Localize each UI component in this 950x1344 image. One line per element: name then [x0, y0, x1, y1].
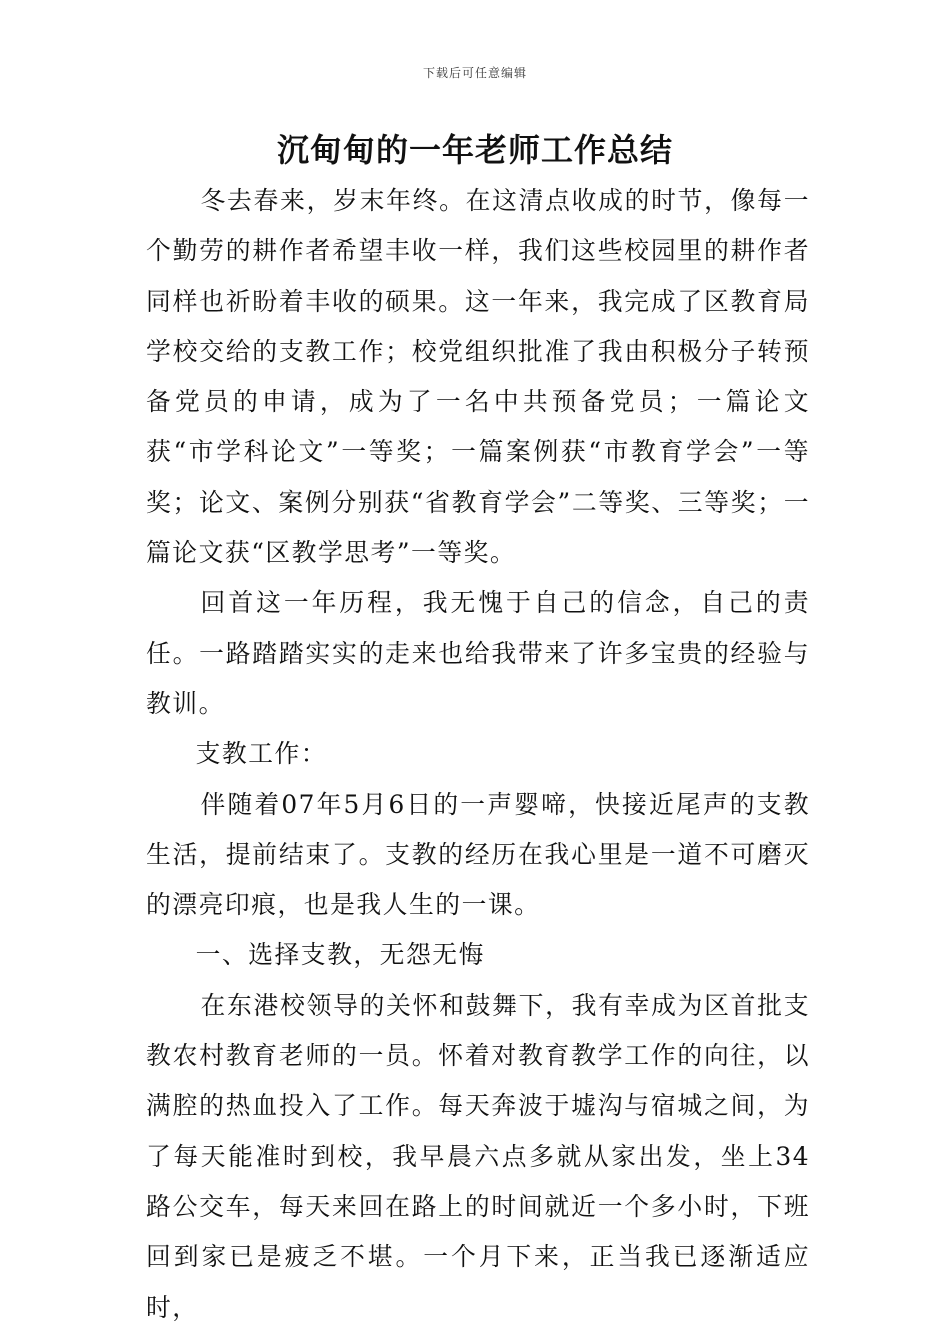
paragraph-support-end: 伴随着07年5月6日的一声婴啼，快接近尾声的支教生活，提前结束了。支教的经历在我心里是一道不可磨灭的漂亮印痕，也是我人生的一课。 — [146, 789, 810, 920]
document-body — [146, 176, 810, 1333]
paragraph-choice: 在东港校领导的关怀和鼓舞下，我有幸成为区首批支教农村教育老师的一员。怀着对教育教学工作的向往，以满腔的热血投入了工作。每天奔波于墟沟与宿城之间，为了每天能准时到校，我早晨六点多就从家出发，坐上34路公交车，每天来回在路上的时间就近一个多小时，下班回到家已是疲乏不堪。一个月下来，正当我已逐渐适应时， — [146, 990, 810, 1322]
header-note: 下载后可任意编辑 — [422, 66, 527, 80]
paragraph-reflection: 回首这一年历程，我无愧于自己的信念，自己的责任。一路踏踏实实的走来也给我带来了许多宝贵的经验与教训。 — [146, 588, 810, 718]
section-heading-support-teaching: 支教工作： — [195, 739, 328, 769]
document-title: 沉甸甸的一年老师工作总结 — [276, 131, 673, 169]
subsection-heading-choice: 一、选择支教，无怨无悔 — [195, 940, 485, 970]
paragraph-intro: 冬去春来，岁末年终。在这清点收成的时节，像每一个勤劳的耕作者希望丰收一样，我们这些校园里的耕作者同样也祈盼着丰收的硕果。这一年来，我完成了区教育局学校交给的支教工作；校党组织批准了我由积极分子转预备党员的申请，成为了一名中共预备党员；一篇论文获“市学科论文”一等奖；一篇案例获“市教育学会”一等奖；论文、案例分别获“省教育学会”二等奖、三等奖；一篇论文获“区教学思考”一等奖。 — [146, 186, 810, 568]
